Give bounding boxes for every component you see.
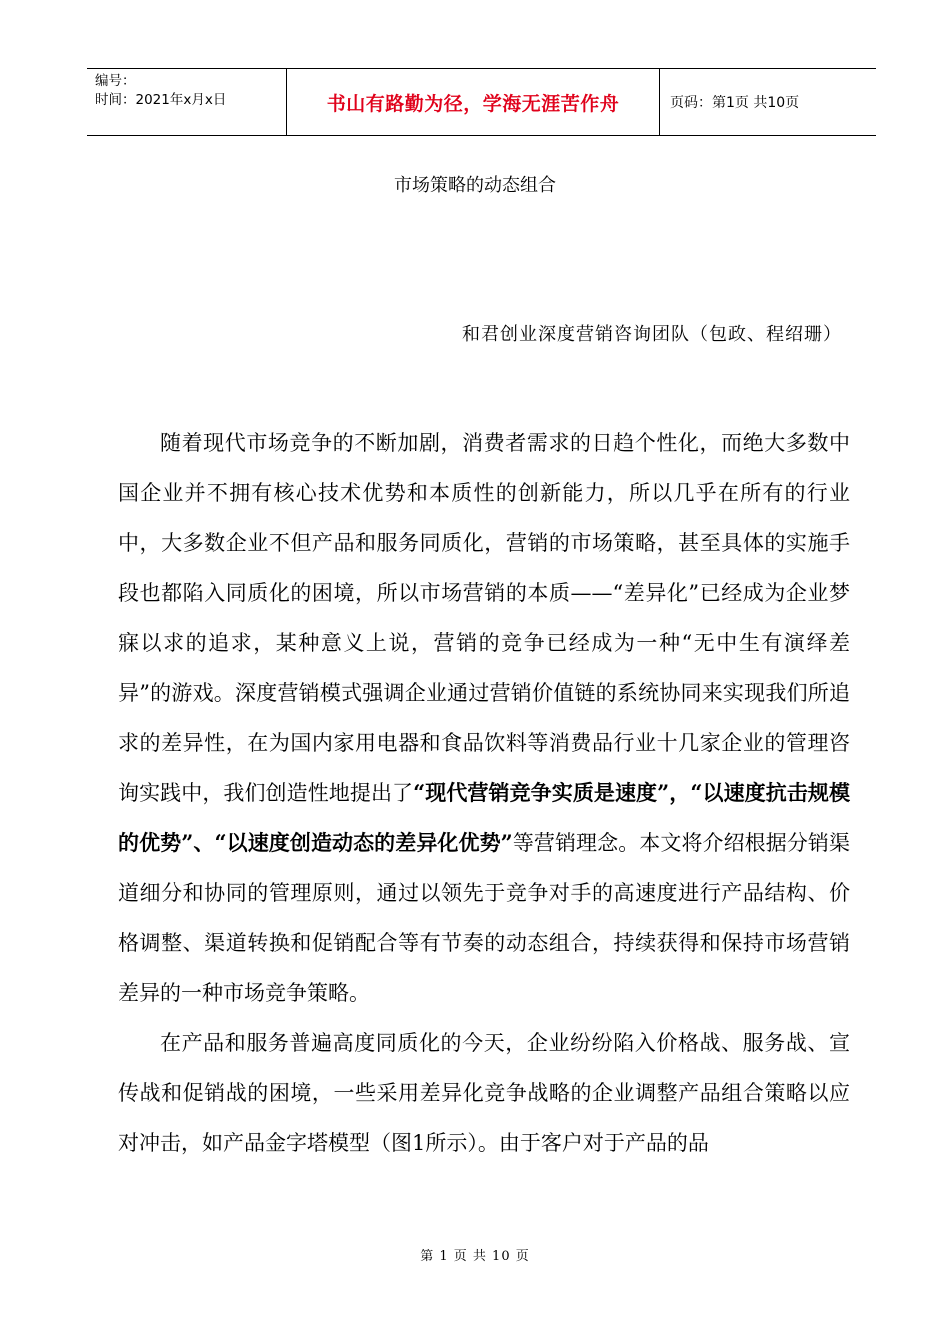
header-meta [87,69,287,135]
page-header [87,68,876,136]
document-author: 和君创业深度营销咨询团队（包政、程绍珊） [462,324,842,345]
document-title: 市场策略的动态组合 [394,175,556,196]
time-label: 时间：2021年x月x日 [95,92,227,108]
paragraph-1-text: 随着现代市场竞争的不断加剧，消费者需求的日趋个性化，而绝大多数中国企业并不拥有核心技术优势和本质性的创新能力，所以几乎在所有的行业中，大多数企业不但产品和服务同质化，营销的市场策略，甚至具体的实施手段也都陷入同质化的困境，所以市场营销的本质——“差异化”已经成为企业梦寐以求的追求，某种意义上说，营销的竞争已经成为一种“无中生有演绎差异”的游戏。深度营销模式强调企业通过营销价值链的系统协同来实现我们所追求的差异性，在为国内家用电器和食品饮料等消费品行业十几家企业的管理咨询实践中，我们创造性地提出了 [118,431,850,805]
paragraph-1-bold: “现代营销竞争实质是速度”，“以速度抗击规模的优势”、“以速度创造动态的差异化优势” [118,780,850,855]
paragraph-2: 在产品和服务普遍高度同质化的今天，企业纷纷陷入价格战、服务战、宣传战和促销战的困境，一些采用差异化竞争战略的企业调整产品组合策略以应对冲击，如产品金字塔模型（图1所示）。由于客户对于产品的品 [118,1031,850,1155]
paragraph-1 [118,418,850,1018]
paragraph-1-tail: 等营销理念。本文将介绍根据分销渠道细分和协同的管理原则，通过以领先于竞争对手的高速度进行产品结构、价格调整、渠道转换和促销配合等有节奏的动态组合，持续获得和保持市场营销差异的一种市场竞争策略。 [118,831,850,1005]
document-body [118,418,850,1168]
page-footer: 第 1 页 共 10 页 [420,1249,530,1264]
number-label: 编号： [95,73,136,89]
header-motto: 书山有路勤为径，学海无涯苦作舟 [287,69,660,135]
header-page-info: 页码：第1页 共10页 [670,95,800,111]
